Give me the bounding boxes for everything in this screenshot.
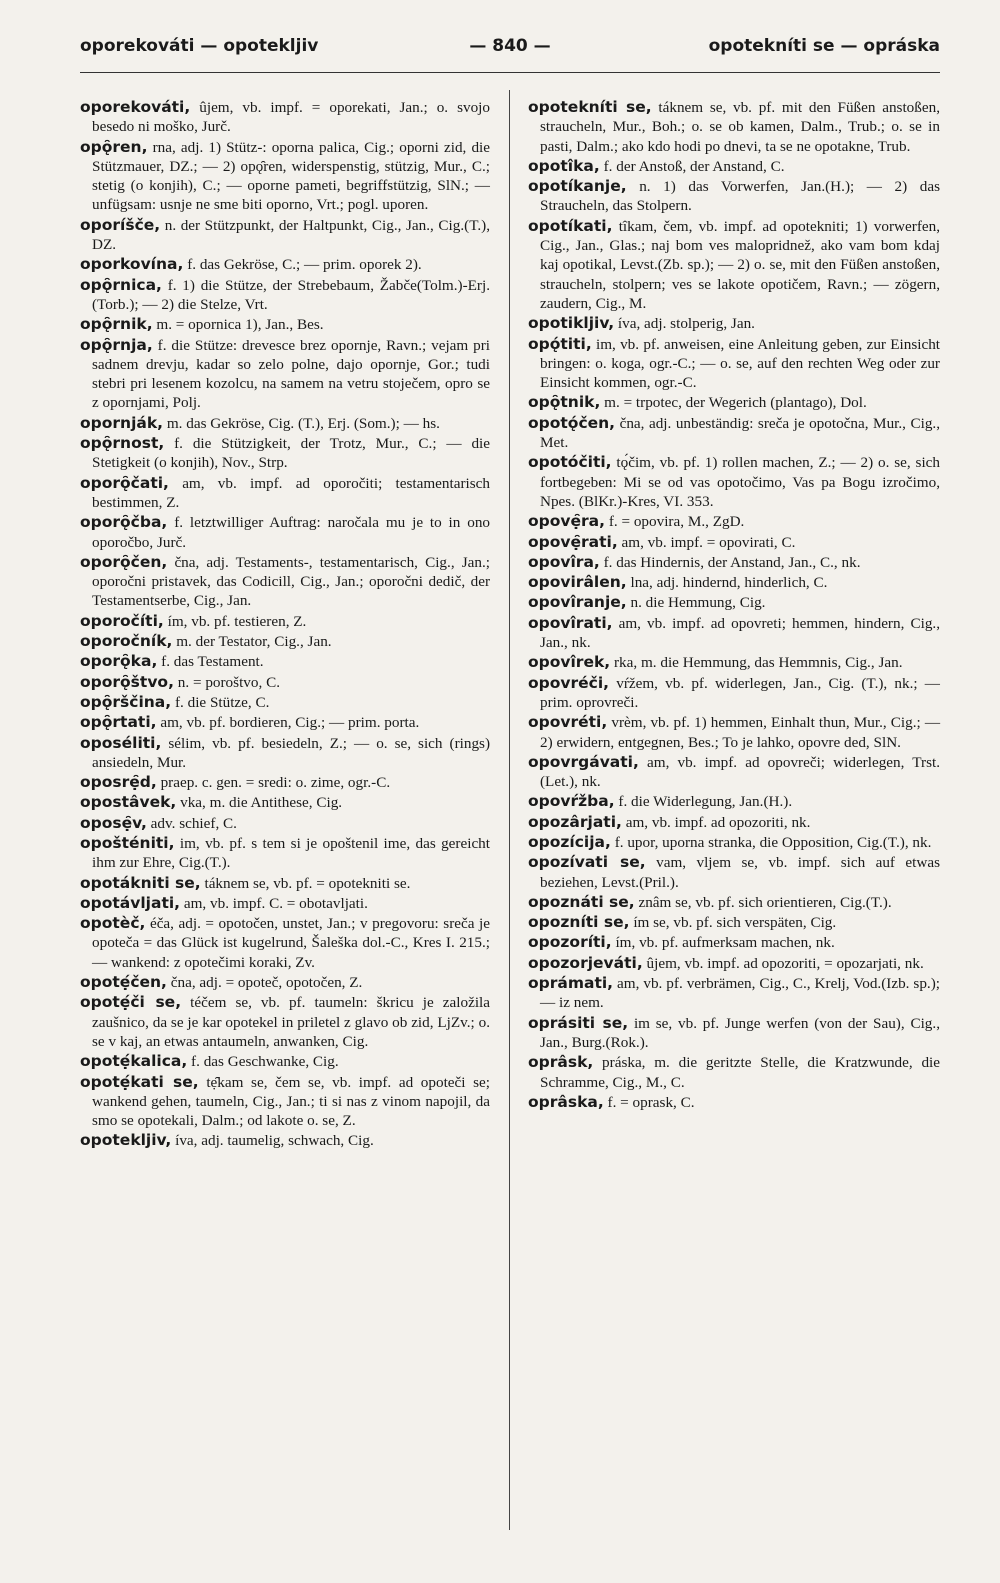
dictionary-entry — [528, 512, 940, 531]
dictionary-entry — [528, 217, 940, 313]
entry-definition: ím se, vb. pf. sich verspäten, Cig. — [633, 914, 837, 932]
dictionary-entry — [528, 393, 940, 412]
dictionary-entry — [528, 853, 940, 892]
entry-headword: opotẹ́kalica, — [80, 1052, 188, 1071]
dictionary-entry — [528, 893, 940, 912]
entry-definition: n. = poroštvo, C. — [177, 673, 280, 691]
entry-headword: opǫ̑rnik, — [80, 315, 153, 334]
entry-headword: oporǫ̑čen, — [80, 552, 168, 571]
entry-definition: am, vb. impf. ad opovreti; hemmen, hindern, Cig., Jan., nk. — [540, 614, 941, 652]
entry-definition: adv. schief, C. — [150, 814, 237, 832]
entry-headword: opotíkati, — [528, 216, 613, 235]
dictionary-entry — [80, 734, 490, 773]
entry-headword: opovẹ̑rati, — [528, 532, 618, 551]
entry-definition: am, vb. impf. ad opozoriti, nk. — [625, 813, 811, 831]
dictionary-entry — [80, 612, 490, 631]
entry-headword: opozoríti, — [528, 933, 612, 952]
dictionary-entry — [528, 177, 940, 216]
header-left-guideword: oporekováti — opotekljiv — [80, 36, 319, 56]
entry-headword: oprámati, — [528, 974, 614, 993]
entry-headword: opotíkanje, — [528, 177, 627, 196]
entry-definition: f. = opovira, M., ZgD. — [608, 513, 745, 531]
entry-headword: opotîka, — [528, 156, 600, 175]
entry-definition: f. das Testament. — [161, 653, 264, 671]
entry-definition: tǫ́čim, vb. pf. 1) rollen machen, Z.; — 2) o. se, sich fortbegeben: Mi se od vas opotočimo, Vas pa Bogu izročimo, Npes. (BlKr.)-Kres, VI. 353. — [540, 454, 940, 510]
dictionary-entry — [528, 335, 940, 393]
dictionary-entry — [80, 138, 490, 215]
entry-definition: m. das Gekröse, Cig. (T.), Erj. (Som.); — hs. — [166, 414, 440, 432]
dictionary-entry — [528, 813, 940, 832]
dictionary-entry — [528, 753, 940, 792]
dictionary-entry — [80, 1073, 490, 1131]
dictionary-entry — [528, 674, 940, 713]
entry-headword: oposẹ̑v, — [80, 813, 147, 832]
entry-definition: vam, vljem se, vb. impf. sich auf etwas beziehen, Levst.(Pril.). — [540, 854, 940, 891]
entry-definition: am, vb. impf. ad opovreči; widerlegen, Trst.(Let.), nk. — [540, 753, 941, 791]
entry-definition: tẹ̑kam se, čem se, vb. impf. ad opoteči se; wankend gehen, taumeln, Cig., Jan.; ti si nas z vinom napojil, da smo se opotekali, Dalm.; od lakote o. se, Z. — [92, 1073, 491, 1130]
entry-headword: opozníti se, — [528, 913, 630, 932]
entry-definition: f. die Widerlegung, Jan.(H.). — [618, 793, 793, 811]
entry-definition: ûjem, vb. impf. = oporekati, Jan.; o. svojo besedo ni moško, Jurč. — [92, 99, 490, 136]
entry-headword: oposéliti, — [80, 733, 162, 752]
entry-definition: f. die Stütze, C. — [174, 693, 270, 711]
entry-headword: opovîrati, — [528, 613, 613, 632]
entry-definition: am, vb. pf. bordieren, Cig.; — prim. porta. — [160, 714, 420, 732]
entry-headword: opostâvek, — [80, 793, 177, 812]
entry-headword: opǫ̑tnik, — [528, 393, 601, 412]
dictionary-entry — [80, 793, 490, 812]
dictionary-entry — [80, 553, 490, 611]
entry-definition: n. die Hemmung, Cig. — [630, 594, 766, 612]
dictionary-entry — [528, 653, 940, 672]
dictionary-entry — [528, 1014, 940, 1053]
dictionary-entry — [80, 336, 490, 413]
entry-definition: íva, adj. taumelig, schwach, Cig. — [175, 1132, 374, 1150]
entry-headword: oporkovína, — [80, 255, 184, 274]
dictionary-entry — [528, 833, 940, 852]
entry-definition: znâm se, vb. pf. sich orientieren, Cig.(T.). — [638, 893, 892, 911]
entry-definition: táknem se, vb. pf. = opotekniti se. — [204, 874, 411, 892]
entry-headword: opǫ̑rnja, — [80, 335, 153, 354]
dictionary-entry — [528, 553, 940, 572]
entry-headword: oprâska, — [528, 1092, 604, 1111]
entry-headword: opozívati se, — [528, 853, 646, 872]
dictionary-entry — [80, 255, 490, 274]
column-divider — [509, 90, 510, 1530]
entry-headword: opotèč, — [80, 914, 146, 933]
entry-headword: opovẹ̑ra, — [528, 512, 606, 531]
dictionary-entry — [528, 913, 940, 932]
dictionary-entry — [528, 453, 940, 511]
entry-headword: opotóčiti, — [528, 453, 612, 472]
entry-definition: am, vb. impf. C. = obotavljati. — [183, 894, 368, 912]
entry-definition: f. letztwilliger Auftrag: naročala mu je to in ono oporočbo, Jurč. — [92, 514, 491, 551]
dictionary-entry — [80, 1131, 490, 1150]
dictionary-entry — [80, 993, 490, 1051]
entry-headword: opozícija, — [528, 832, 611, 851]
entry-headword: opǫ̑rnost, — [80, 434, 165, 453]
entry-definition: čna, adj. Testaments-, testamentarisch, Cig., Jan.; oporočni pristavek, das Codicill, Cig., Jan.; oporočni dedič, der Testamentserbe, Cig., Jan. — [92, 553, 491, 610]
entry-headword: opovréti, — [528, 713, 608, 732]
entry-headword: opovrgávati, — [528, 752, 639, 771]
entry-headword: opotekljiv, — [80, 1131, 172, 1150]
entry-headword: oporočník, — [80, 632, 173, 651]
entry-definition: im, vb. pf. anweisen, eine Anleitung geben, zur Einsicht bringen: o. koga, ogr.-C.; — o. se, auf den rechten Weg oder zur Einsicht kommen, ogr.-C. — [540, 335, 941, 392]
entry-definition: n. der Stützpunkt, der Haltpunkt, Cig., Jan., Cig.(T.), DZ. — [92, 216, 491, 254]
dictionary-entry — [80, 874, 490, 893]
entry-definition: f. die Stützigkeit, der Trotz, Mur., C.; — die Stetigkeit (o konjih), Nov., Strp. — [92, 435, 490, 472]
entry-headword: opovirâlen, — [528, 573, 627, 592]
entry-headword: opovîranje, — [528, 593, 627, 612]
entry-headword: opoznáti se, — [528, 892, 635, 911]
entry-definition: táknem se, vb. pf. mit den Füßen anstoßen, straucheln, Mur., Boh.; o. se ob kamen, Dalm., Trub.; o. se in pasti, Dalm.; ako kdo hodi po dnevi, ta se ne opotakne, Trub. — [540, 99, 940, 155]
entry-definition: am, vb. impf. = opovirati, C. — [621, 533, 796, 551]
entry-headword: opozârjati, — [528, 812, 622, 831]
entry-headword: opovŕžba, — [528, 792, 615, 811]
entry-headword: oporočíti, — [80, 611, 164, 630]
dictionary-entry — [80, 216, 490, 255]
dictionary-entry — [80, 834, 490, 873]
entry-definition: éča, adj. = opotočen, unstet, Jan.; v pregovoru: sreča je opoteča = das Glück ist kugelrund, Šaleška dol.-C., Kres I. 215.; — wankend: z opotečimi koraki, Zv. — [92, 915, 491, 971]
entry-definition: vrèm, vb. pf. 1) hemmen, Einhalt thun, Mur., Cig.; — 2) erwidern, entgegnen, Bes.; To je lahko, opovre ded, SlN. — [540, 714, 941, 751]
entry-definition: lna, adj. hindernd, hinderlich, C. — [630, 574, 828, 592]
entry-definition: sélim, vb. pf. besiedeln, Z.; — o. se, sich (rings) ansiedeln, Mur. — [92, 734, 491, 771]
dictionary-entry — [80, 894, 490, 913]
entry-definition: f. die Stütze: drevesce brez opornje, Ravn.; vejam pri sadnem drevju, kadar so zelo polne, dajo opornje, Gor.; tudi stebri pri lesenem kozolcu, na samem na vetru stoječem, opro se z opornjami, Polj. — [92, 336, 491, 412]
dictionary-entry — [528, 157, 940, 176]
page-header — [80, 36, 940, 66]
left-column — [80, 98, 490, 1152]
entry-definition: ím, vb. pf. testieren, Z. — [167, 612, 307, 630]
entry-definition: am, vb. pf. verbrämen, Cig., C., Krelj, Vod.(Izb. sp.); — iz nem. — [540, 975, 941, 1012]
entry-headword: opovréči, — [528, 673, 610, 692]
dictionary-entry — [528, 933, 940, 952]
dictionary-entry — [528, 314, 940, 333]
entry-headword: opǫ́titi, — [528, 334, 592, 353]
dictionary-entry — [80, 513, 490, 552]
dictionary-entry — [80, 632, 490, 651]
entry-headword: oporíšče, — [80, 215, 161, 234]
entry-definition: vŕžem, vb. pf. widerlegen, Jan., Cig. (T.), nk.; — prim. oprovreči. — [540, 674, 940, 711]
entry-headword: oporǫ̑štvo, — [80, 672, 174, 691]
entry-headword: oprâsk, — [528, 1053, 594, 1072]
dictionary-entry — [80, 814, 490, 833]
entry-headword: opotẹ́kati se, — [80, 1072, 199, 1091]
entry-headword: oporǫ̑čati, — [80, 473, 169, 492]
entry-definition: praep. c. gen. = sredi: o. zime, ogr.-C. — [160, 774, 391, 792]
dictionary-entry — [528, 98, 940, 156]
entry-definition: f. der Anstoß, der Anstand, C. — [603, 157, 785, 175]
dictionary-entry — [528, 974, 940, 1013]
dictionary-entry — [528, 954, 940, 973]
entry-definition: f. das Hindernis, der Anstand, Jan., C., nk. — [603, 553, 861, 571]
dictionary-entry — [528, 414, 940, 453]
dictionary-entry — [80, 315, 490, 334]
entry-headword: opotẹ́čen, — [80, 973, 167, 992]
dictionary-entry — [80, 98, 490, 137]
entry-definition: téčem se, vb. pf. taumeln: škricu je založila zaušnico, da se je kar opotekel in priletel z glavo ob zid, LjZv.; o. se v kaj, an etwas antaumeln, anwanken, Cig. — [92, 994, 491, 1050]
entry-definition: ím, vb. pf. aufmerksam machen, nk. — [615, 934, 835, 952]
entry-definition: im se, vb. pf. Junge werfen (von der Sau), Cig., Jan., Burg.(Rok.). — [540, 1014, 940, 1051]
entry-definition: m. der Testator, Cig., Jan. — [176, 633, 332, 651]
entry-definition: čna, adj. = opoteč, opotočen, Z. — [170, 974, 363, 992]
dictionary-entry — [80, 474, 490, 513]
entry-headword: oporekováti, — [80, 98, 191, 116]
dictionary-entry — [80, 276, 490, 315]
entry-definition: rna, adj. 1) Stütz-: oporna palica, Cig.; oporni zid, die Stützmauer, DZ.; — 2) opǫ̑ren, widerspenstig, stützig, Mur., C.; stetig (o konjih), C.; — oporne pameti, begriffstützig, SlN.; — unfügsam: usnje ne sme biti oporno, Vrt.; pogl. uporen. — [92, 138, 490, 214]
entry-headword: opornják, — [80, 413, 164, 432]
dictionary-entry — [80, 652, 490, 671]
entry-definition: ûjem, vb. impf. ad opozoriti, = opozarjati, nk. — [646, 954, 924, 972]
entry-definition: rka, m. die Hemmung, das Hemmnis, Cig., Jan. — [613, 654, 903, 672]
entry-headword: opǫ̑ren, — [80, 137, 148, 156]
dictionary-entry — [80, 434, 490, 473]
header-rule — [80, 72, 940, 73]
dictionary-entry — [80, 914, 490, 972]
entry-definition: m. = trpotec, der Wegerich (plantago), Dol. — [604, 394, 867, 412]
entry-headword: oporǫ̑ka, — [80, 652, 158, 671]
right-column — [528, 98, 940, 1113]
entry-definition: m. = opornica 1), Jan., Bes. — [156, 316, 324, 334]
dictionary-entry — [528, 614, 940, 653]
header-right-guideword: opotekníti se — opráska — [708, 36, 940, 56]
entry-definition: tîkam, čem, vb. impf. ad opotekniti; 1) vorwerfen, Cig., Jan., Glas.; naj bom ves malopridnež, ako vam bom kdaj kaj opotikal, Levst.(Zb. sp.); — 2) o. se, mit den Füßen anstoßen, straucheln, stolpern; ves se lakote opotičem, Ravn.; — zögern, zaudern, Cig., M. — [540, 217, 941, 312]
dictionary-entry — [80, 1052, 490, 1071]
entry-definition: práska, m. die geritzte Stelle, die Kratzwunde, die Schramme, Cig., M., C. — [540, 1054, 941, 1091]
dictionary-entry — [528, 533, 940, 552]
entry-definition: íva, adj. stolperig, Jan. — [617, 315, 755, 333]
entry-headword: oprásiti se, — [528, 1013, 629, 1032]
entry-headword: opǫ̑rtati, — [80, 713, 157, 732]
dictionary-entry — [528, 792, 940, 811]
page-number: — 840 — — [469, 36, 551, 56]
dictionary-entry — [80, 973, 490, 992]
dictionary-entry — [528, 593, 940, 612]
entry-headword: oposrẹ̑d, — [80, 773, 157, 792]
entry-headword: oporǫ̑čba, — [80, 513, 168, 532]
dictionary-entry — [80, 773, 490, 792]
entry-headword: opovîrek, — [528, 653, 611, 672]
entry-definition: f. 1) die Stütze, der Strebebaum, Žabče(Tolm.)-Erj.(Torb.); — 2) die Stelze, Vrt. — [92, 276, 491, 313]
dictionary-entry — [528, 1093, 940, 1112]
entry-headword: opozorjeváti, — [528, 953, 643, 972]
entry-headword: opotekníti se, — [528, 98, 652, 116]
entry-definition: f. = oprask, C. — [607, 1093, 695, 1111]
entry-definition: am, vb. impf. ad oporočiti; testamentarisch bestimmen, Z. — [92, 474, 490, 511]
entry-headword: opotikljiv, — [528, 314, 615, 333]
dictionary-entry — [528, 1053, 940, 1092]
entry-headword: opošténiti, — [80, 833, 175, 852]
entry-definition: f. das Geschwanke, Cig. — [191, 1053, 339, 1071]
entry-definition: vka, m. die Antithese, Cig. — [180, 794, 343, 812]
dictionary-entry — [80, 693, 490, 712]
dictionary-entry — [80, 673, 490, 692]
dictionary-entry — [528, 573, 940, 592]
entry-headword: opǫ̑rnica, — [80, 275, 162, 294]
entry-definition: čna, adj. unbeständig: sreča je opotočna, Mur., Cig., Met. — [540, 414, 941, 452]
entry-definition: f. upor, uporna stranka, die Opposition, Cig.(T.), nk. — [614, 833, 932, 851]
entry-headword: opotǫ́čen, — [528, 413, 616, 432]
entry-definition: f. das Gekröse, C.; — prim. oporek 2). — [187, 256, 422, 274]
dictionary-entry — [80, 713, 490, 732]
entry-headword: opotákniti se, — [80, 873, 201, 892]
entry-headword: opotẹ́či se, — [80, 993, 182, 1012]
entry-definition: im, vb. pf. s tem si je opoštenil ime, das gereicht ihm zur Ehre, Cig.(T.). — [92, 834, 490, 872]
dictionary-entry — [528, 713, 940, 752]
dictionary-entry — [80, 414, 490, 433]
entry-headword: opovîra, — [528, 552, 600, 571]
entry-headword: opotávljati, — [80, 893, 181, 912]
entry-headword: opǫ̑rščina, — [80, 692, 172, 711]
entry-definition: n. 1) das Vorwerfen, Jan.(H.); — 2) das Straucheln, das Stolpern. — [540, 178, 940, 215]
